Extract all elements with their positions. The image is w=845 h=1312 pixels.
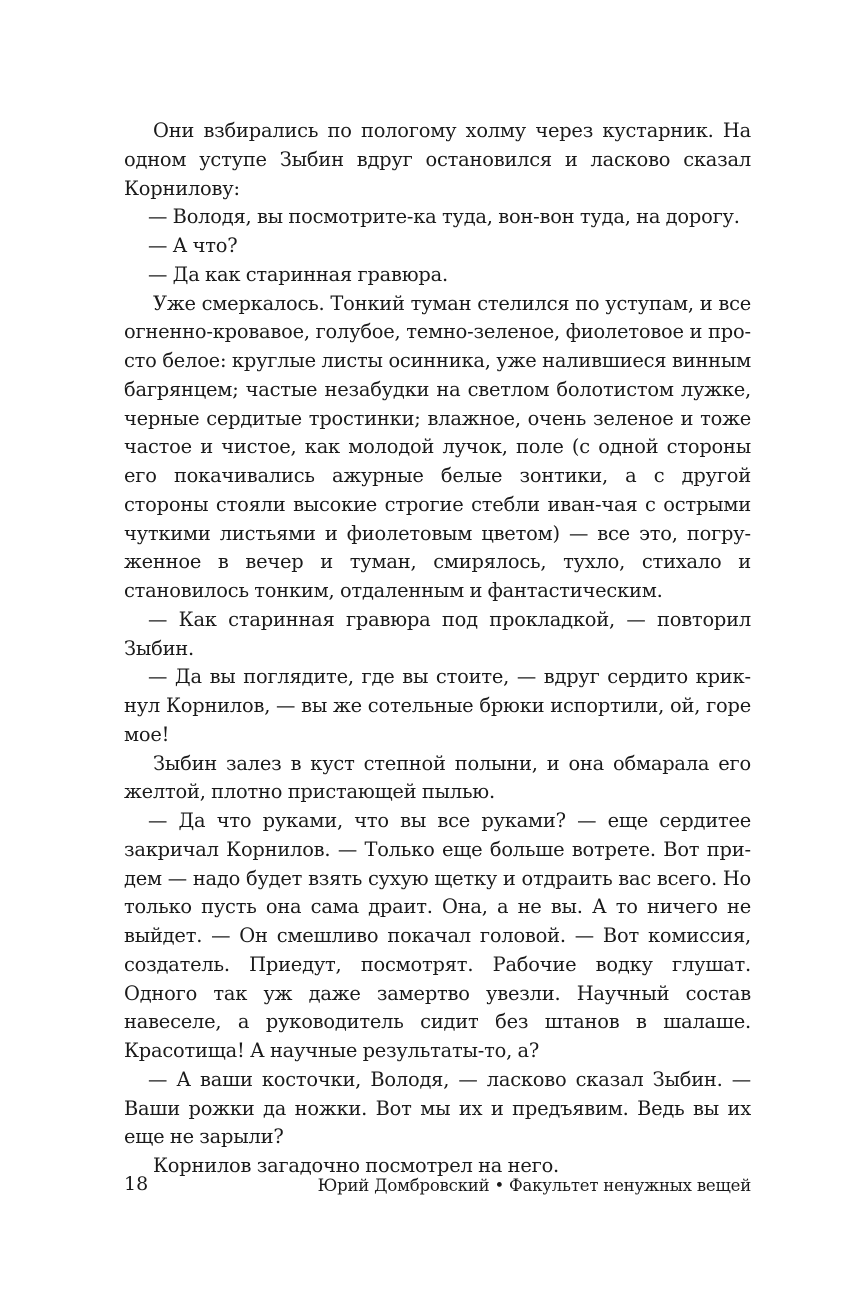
dialogue-line: — Володя, вы посмотрите-ка туда, вон-вон туда, на дорогу. bbox=[148, 205, 740, 229]
dialogue-line: — Да вы поглядите, где вы стоите, — вдруг сердито крикнул Корнилов, — вы же сотельные брюки испортили, ой, горе мое! bbox=[124, 665, 751, 746]
page-number: 18 bbox=[124, 1173, 149, 1195]
paragraph: Они взбирались по пологому холму через кустарник. На одном уступе Зыбин вдруг остановился и ласково сказал Корнилову: bbox=[124, 119, 751, 200]
paragraph: Уже смеркалось. Тонкий туман стелился по уступам, и все огненно-кровавое, голубое, темно-зеленое, фиолетовое и просто белое: круглые листы осинника, уже налившиеся винным багрянцем; частые незабудки на светлом болотистом лужке, черные сердитые тростинки; влажное, очень зеленое и тоже частое и чистое, как молодой лучок, поле (с одной стороны его покачивались ажурные белые зонтики, а с другой стороны стояли высокие строгие стебли иван-чая с острыми чуткими листьями и фиолетовым цветом) — все это, погруженное в вечер и туман, смирялось, тухло, стихало и становилось тонким, отдаленным и фантастическим. bbox=[124, 291, 751, 602]
dialogue-line: — Да что руками, что вы все руками? — еще сердитее закричал Корнилов. — Только еще больше вотрете. Вот придем — надо будет взять сухую щетку и отдраить вас всего. Но только пусть она сама драит. Она, а не вы. А то ничего не выйдет. — Он смешливо покачал головой. — Вот комиссия, создатель. Приедут, посмотрят. Рабочие водку глушат. Одного так уж даже замертво увезли. Научный состав навеселе, а руководитель сидит без штанов в шалаше. Красотища! А научные результаты-то, а? bbox=[124, 809, 751, 1062]
page-footer bbox=[124, 1173, 751, 1201]
paragraph: Корнилов загадочно посмотрел на него. bbox=[153, 1154, 560, 1177]
dialogue-line: — Как старинная гравюра под прокладкой, — повторил Зыбин. bbox=[124, 607, 751, 660]
running-head: Юрий Домбровский • Факультет ненужных вещей bbox=[317, 1176, 751, 1195]
paragraph: Зыбин залез в куст степной полыни, и она обмарала его желтой, плотно пристающей пылью. bbox=[124, 751, 751, 804]
body-text bbox=[124, 117, 751, 1181]
dialogue-line: — А ваши косточки, Володя, — ласково сказал Зыбин. — Ваши рожки да ножки. Вот мы их и предъявим. Ведь вы их еще не зарыли? bbox=[124, 1067, 751, 1149]
dialogue-line: — Да как старинная гравюра. bbox=[148, 262, 448, 286]
dialogue-line: — А что? bbox=[148, 234, 238, 257]
